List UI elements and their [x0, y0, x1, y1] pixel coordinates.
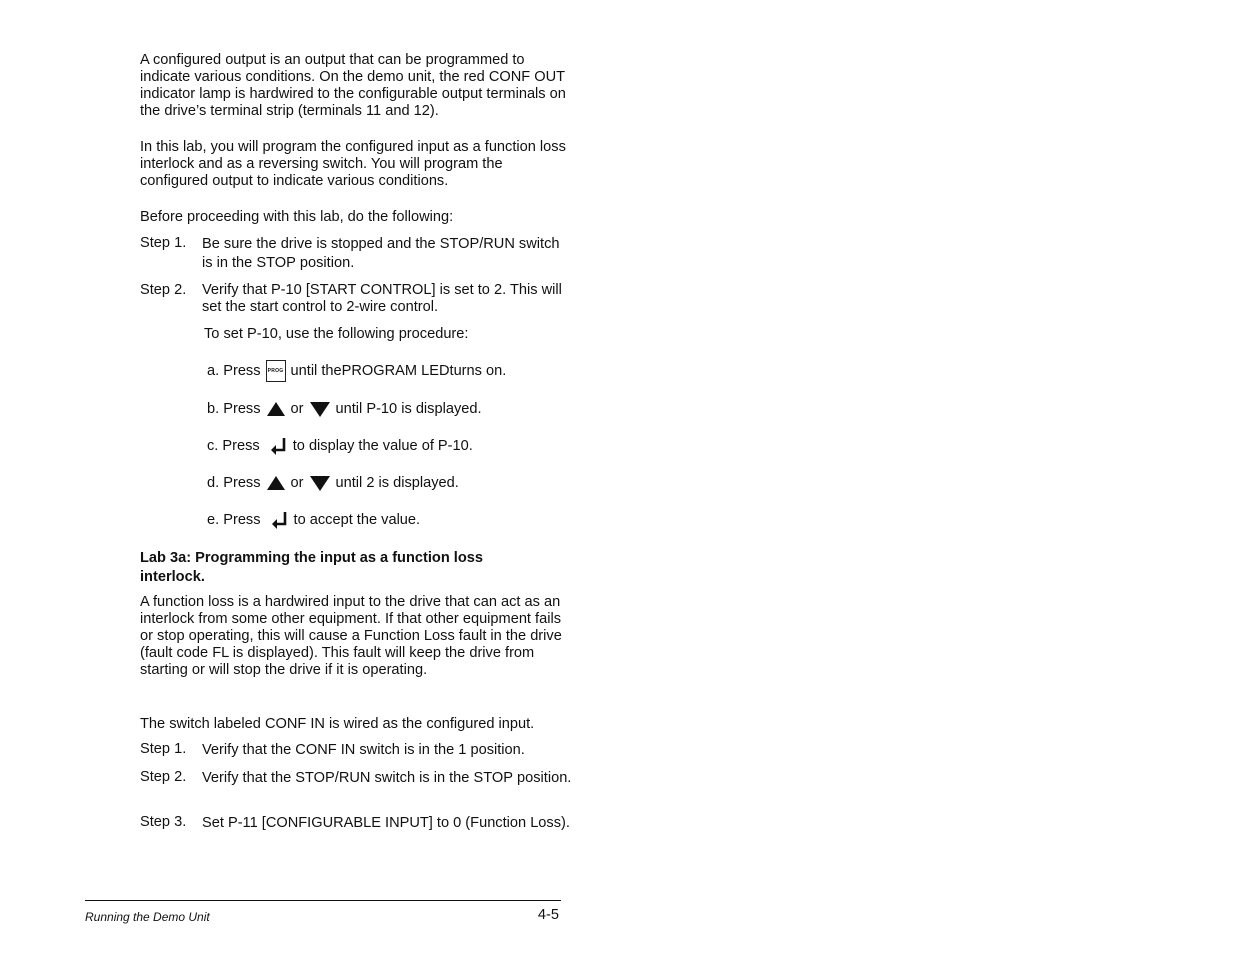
- pre-step-2: Step 2. Verify that P-10 [START CONTROL] is set to 2. This will set the start control to 2-wire control.: [140, 282, 562, 315]
- intro-paragraph-3: Before proceeding with this lab, do the following:: [140, 209, 454, 225]
- lab3a-step-3: Step 3. Set P-11 [CONFIGURABLE INPUT] to 0 (Function Loss).: [140, 814, 570, 831]
- procedure-step-e: e. Press to accept the value.: [207, 511, 421, 528]
- footer-rule: [85, 900, 561, 901]
- procedure-step-d: d. Press or until 2 is displayed.: [207, 474, 459, 491]
- enter-key-icon: [271, 511, 289, 529]
- procedure-step-a: a. Press PROG until the PROGRAM LED turns on.: [207, 358, 506, 384]
- procedure-step-b: b. Press or until P-10 is displayed.: [207, 400, 482, 417]
- procedure-step-c: c. Press to display the value of P-10.: [207, 437, 473, 454]
- page-number: 4-5: [537, 907, 559, 923]
- lab3a-step-1: Step 1. Verify that the CONF IN switch is in the 1 position.: [140, 741, 525, 758]
- pre-step-1: Step 1. Be sure the drive is stopped and the STOP/RUN switch is in the STOP position.: [140, 235, 560, 271]
- intro-paragraph-1: A configured output is an output that can be programmed to indicate various conditions. On the demo unit, the red CONF OUT indicator lamp is hardwired to the configurable output terminals on the drive’s terminal strip (terminals 11 and 12).: [140, 52, 566, 119]
- up-arrow-icon: [266, 475, 286, 491]
- lab3a-paragraph-1: A function loss is a hardwired input to the drive that can act as an interlock from some other equipment. If that other equipment fails or stop operating, this will cause a Function Loss fault in the drive (fault code FL is displayed). This fault will keep the drive from starting or will stop the drive if it is operating.: [140, 594, 562, 678]
- down-arrow-icon: [309, 401, 331, 418]
- procedure-intro: To set P-10, use the following procedure:: [204, 326, 469, 342]
- lab3a-step-2: Step 2. Verify that the STOP/RUN switch is in the STOP position.: [140, 769, 572, 786]
- footer-section-title: Running the Demo Unit: [85, 910, 210, 924]
- enter-key-icon: [270, 437, 288, 455]
- down-arrow-icon: [309, 475, 331, 492]
- lab3a-heading: Lab 3a: Programming the input as a function loss interlock.: [140, 550, 483, 585]
- prog-key-icon: PROG: [266, 360, 286, 382]
- lab3a-paragraph-2: The switch labeled CONF IN is wired as the configured input.: [140, 716, 535, 732]
- intro-paragraph-2: In this lab, you will program the configured input as a function loss interlock and as a reversing switch. You will program the configured output to indicate various conditions.: [140, 139, 566, 189]
- up-arrow-icon: [266, 401, 286, 417]
